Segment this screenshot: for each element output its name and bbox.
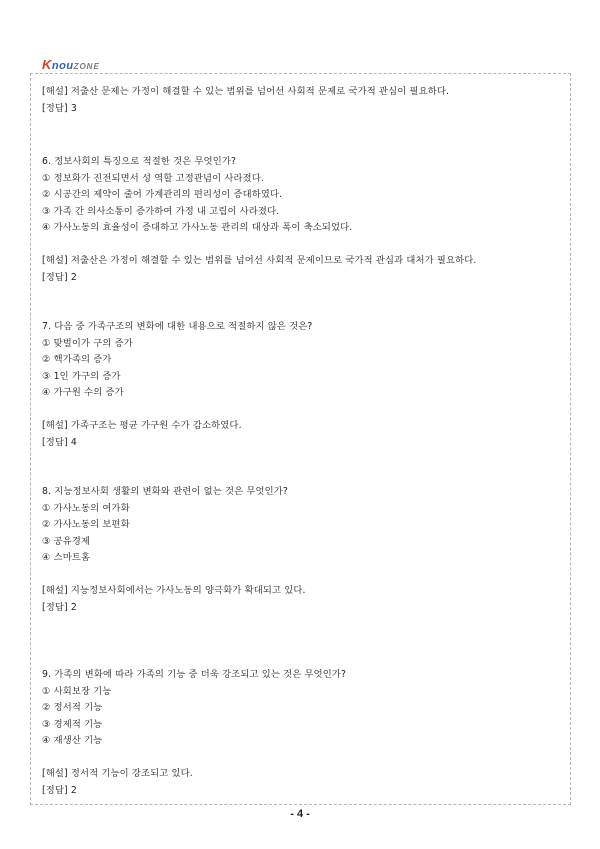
answer-text: [정답] 2 xyxy=(42,784,77,796)
option-1: ① 가사노동의 여가화 xyxy=(42,502,130,514)
option-2: ② 가사노동의 보편화 xyxy=(42,519,130,530)
option-3: ③ 가족 간 의사소통이 증가하여 가정 내 고립이 사라졌다. xyxy=(42,205,280,217)
option-2: ② 정서적 기능 xyxy=(42,702,103,713)
option-1: ① 맞벌이가 구의 증가 xyxy=(42,337,133,349)
option-4: ④ 재생산 기능 xyxy=(42,735,103,746)
option-2: ② 시공간의 제약이 줄어 가계관리의 편리성이 증대하였다. xyxy=(42,189,283,200)
logo-nou: nou xyxy=(51,60,74,72)
question-text: 8. 지능정보사회 생활의 변화와 관련이 없는 것은 무엇인가? xyxy=(42,486,288,497)
option-3: ③ 1인 가구의 증가 xyxy=(42,370,121,382)
option-3: ③ 경제적 기능 xyxy=(42,718,103,730)
option-4: ④ 가구원 수의 증가 xyxy=(42,387,124,398)
question-text: 9. 가족의 변화에 따라 가족의 기능 중 더욱 강조되고 있는 것은 무엇인가? xyxy=(42,669,347,680)
explanation-text: [해설] 지능정보사회에서는 가사노동의 양극화가 확대되고 있다. xyxy=(42,585,306,596)
explanation-text: [해설] 가족구조는 평균 가구원 수가 감소하였다. xyxy=(42,420,242,431)
option-2: ② 핵가족의 증가 xyxy=(42,354,112,365)
page-number: - 4 - xyxy=(290,808,310,820)
question-7 xyxy=(42,319,562,451)
explanation-text: [해설] 정서적 기능이 강조되고 있다. xyxy=(42,768,193,779)
question-text: 7. 다음 중 가족구조의 변화에 대한 내용으로 적절하지 않은 것은? xyxy=(42,321,313,332)
answer-text: [정답] 2 xyxy=(42,271,77,283)
answer-text: [정답] 4 xyxy=(42,436,77,448)
answer-text: [정답] 2 xyxy=(42,601,77,613)
option-3: ③ 공유경제 xyxy=(42,535,91,547)
option-4: ④ 가사노동의 효율성이 증대하고 가사노동 관리의 대상과 폭이 축소되었다. xyxy=(42,222,353,233)
option-4: ④ 스마트홈 xyxy=(42,552,91,563)
answer-text: [정답] 3 xyxy=(42,102,77,114)
question-text: 6. 정보사회의 특징으로 적절한 것은 무엇인가? xyxy=(42,156,237,167)
option-1: ① 사회보장 기능 xyxy=(42,685,112,697)
logo-zone: ZONE xyxy=(73,62,100,71)
knouzone-logo xyxy=(42,58,100,72)
question-8 xyxy=(42,484,562,616)
question-6 xyxy=(42,154,562,286)
logo-k: K xyxy=(42,57,52,72)
document-body xyxy=(42,84,562,799)
option-1: ① 정보화가 진전되면서 성 역할 고정관념이 사라졌다. xyxy=(42,172,264,184)
question-9 xyxy=(42,667,562,799)
explanation-text: [해설] 저출산은 가정이 해결할 수 있는 범위를 넘어선 사회적 문제이므로 국가적 관심과 대처가 필요하다. xyxy=(42,255,477,266)
explanation-text: [해설] 저출산 문제는 가정이 해결할 수 있는 범위를 넘어선 사회적 문제로 국가적 관심이 필요하다. xyxy=(42,86,450,97)
